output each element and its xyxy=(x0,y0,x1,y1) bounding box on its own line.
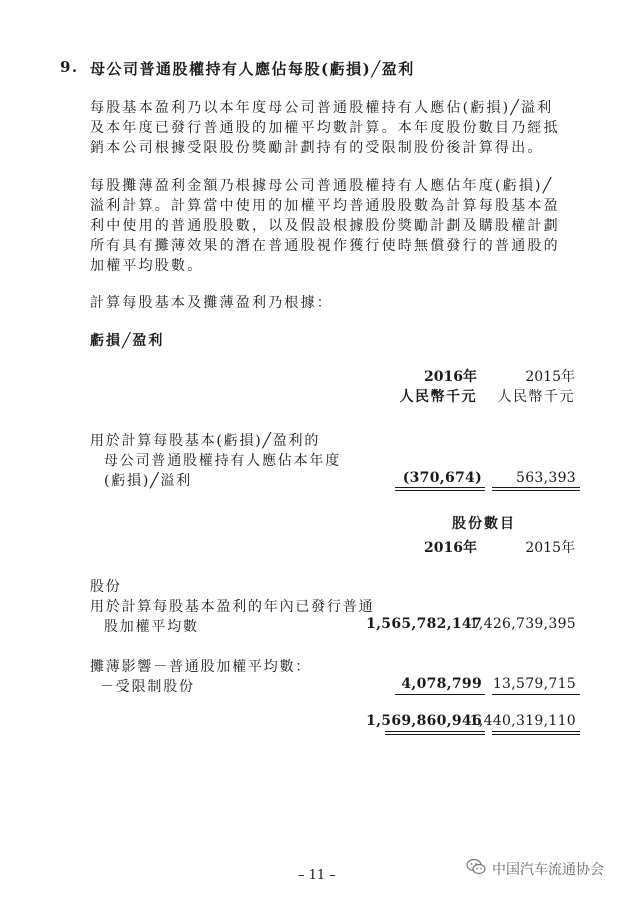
paragraph-1-line-3: 銷本公司根據受限股份獎勵計劃持有的受限制股份後計算得出。 xyxy=(90,140,544,156)
table1-row-label-line-1: 用於計算每股基本(虧損)╱盈利的 xyxy=(90,433,321,449)
table2-row1-label-line-2: 股加權平均數 xyxy=(104,619,199,635)
table2-row2-value-2016: 4,078,799 xyxy=(401,676,482,692)
table1-value-2015: 563,393 xyxy=(516,470,576,486)
paragraph-2-line-5: 加權平均股數。 xyxy=(90,258,204,274)
watermark-text: 中国汽车流通协会 xyxy=(492,862,604,878)
table2-row2-value-2015: 13,579,715 xyxy=(492,676,576,692)
paragraph-2-line-4: 所有具有攤薄效果的潛在普通股視作獲行使時無償發行的普通股的 xyxy=(90,238,560,254)
table2-header-2015: 2015年 xyxy=(525,540,575,556)
table1-underline-2015-b xyxy=(492,490,580,491)
table2-header-2016: 2016年 xyxy=(424,540,477,556)
table2-total-2016: 1,569,860,946 xyxy=(366,713,482,729)
table1-header-2016: 2016年 xyxy=(424,369,477,385)
paragraph-1-line-2: 及本年度已發行普通股的加權平均數計算。本年度股份數目乃經抵 xyxy=(90,120,560,136)
table2-dilution-label: 攤薄影響－普通股加權平均數： xyxy=(90,659,312,675)
table2-row2-underline-2015 xyxy=(492,694,580,695)
table1-unit-2015: 人民幣千元 xyxy=(497,389,575,405)
wechat-icon xyxy=(466,858,486,876)
table2-row1-value-2015: 1,426,739,395 xyxy=(469,616,576,632)
table1-row-label-line-3: (虧損)╱溢利 xyxy=(104,473,192,489)
table1-header-2015: 2015年 xyxy=(525,369,575,385)
table2-row2-label: －受限制股份 xyxy=(100,679,195,695)
table1-value-2016: (370,674) xyxy=(402,470,482,486)
paragraph-1-line-1: 每股基本盈利乃以本年度母公司普通股權持有人應佔(虧損)╱溢利 xyxy=(90,100,554,116)
table1-underline-2015-a xyxy=(492,487,580,488)
table2-total-underline-2015-b xyxy=(492,734,580,735)
table1-unit-2016: 人民幣千元 xyxy=(399,389,477,405)
paragraph-2-line-3: 利中使用的普通股股數，以及假設根據股份獎勵計劃及購股權計劃 xyxy=(90,218,560,234)
table2-total-underline-2016-a xyxy=(385,731,485,732)
intro-line: 計算每股基本及攤薄盈利乃根據： xyxy=(90,295,333,311)
table2-total-2015: 1,440,319,110 xyxy=(469,713,576,729)
section-title: 母公司普通股權持有人應佔每股(虧損)╱盈利 xyxy=(90,60,415,78)
page-number: – 11 – xyxy=(298,868,336,883)
table1-underline-2016-b xyxy=(395,490,485,491)
table2-row1-value-2016: 1,565,782,147 xyxy=(366,616,482,632)
table1-row-label-line-2: 母公司普通股權持有人應佔本年度 xyxy=(104,453,341,469)
table2-total-underline-2016-b xyxy=(385,734,485,735)
table2-total-underline-2015-a xyxy=(492,731,580,732)
table1-underline-2016-a xyxy=(395,487,485,488)
table2-section-label: 股份 xyxy=(90,579,122,595)
paragraph-2-line-2: 溢利計算。計算當中使用的加權平均普通股股數為計算每股基本盈 xyxy=(90,198,560,214)
section-number: 9. xyxy=(60,58,79,76)
table2-group-header: 股份數目 xyxy=(452,516,516,532)
subheading-loss-profit: 虧損╱盈利 xyxy=(90,333,165,349)
paragraph-2-line-1: 每股攤薄盈利金額乃根據母公司普通股權持有人應佔年度(虧損)╱ xyxy=(90,178,554,194)
table2-row1-label-line-1: 用於計算每股基本盈利的年內已發行普通 xyxy=(90,599,375,615)
table2-row2-underline-2016 xyxy=(395,694,485,695)
